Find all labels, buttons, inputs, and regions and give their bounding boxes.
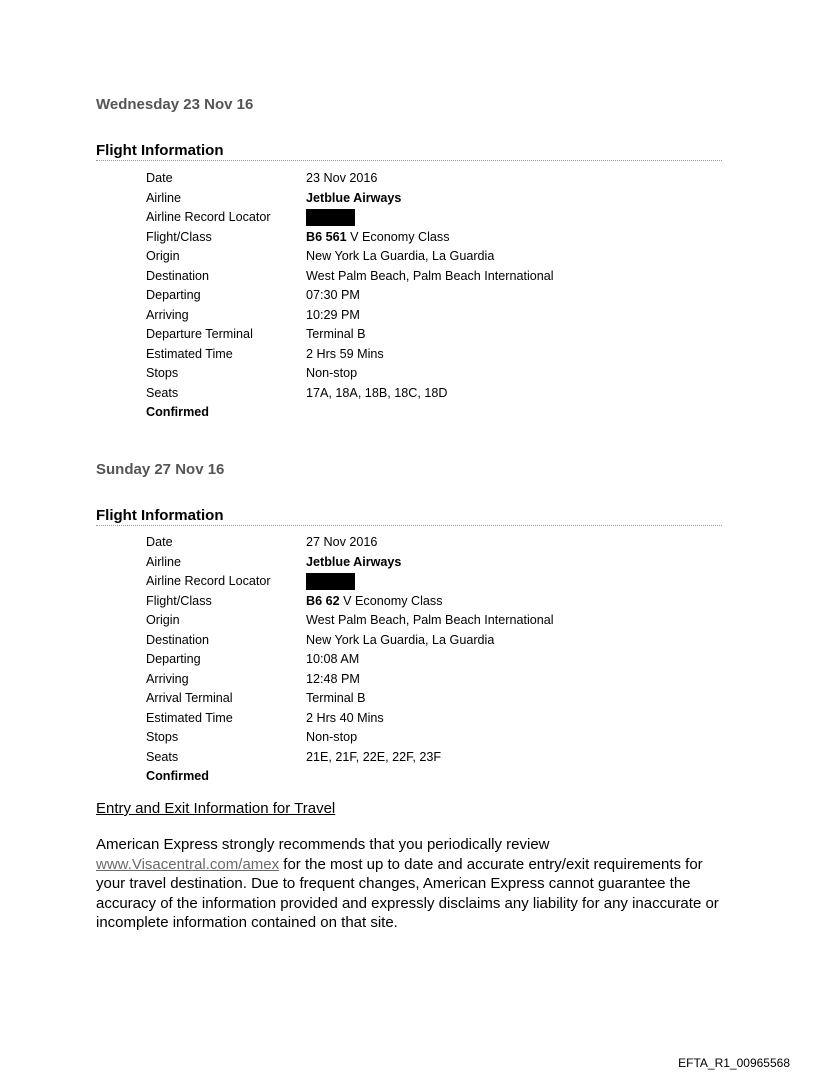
- detail-value: Non-stop: [306, 730, 358, 744]
- detail-label: Flight/Class: [146, 229, 212, 244]
- detail-value: 2 Hrs 59 Mins: [306, 346, 384, 361]
- detail-row-arriving: [146, 670, 706, 690]
- detail-label: Seats: [146, 749, 179, 764]
- day-header: Sunday 27 Nov 16: [96, 461, 225, 478]
- detail-label: Stops: [146, 366, 179, 380]
- detail-label: Origin: [146, 613, 180, 627]
- airline-name: Jetblue Airways: [306, 554, 402, 569]
- day-header: Wednesday 23 Nov 16: [96, 96, 254, 113]
- section-divider: [96, 525, 722, 526]
- detail-label: Estimated Time: [146, 346, 233, 361]
- section-divider: [96, 160, 722, 161]
- detail-label: Destination: [146, 268, 210, 283]
- detail-value: West Palm Beach, Palm Beach International: [306, 268, 554, 283]
- visacentral-link[interactable]: www.Visacentral.com/amex: [96, 855, 280, 873]
- detail-value: 10:29 PM: [306, 307, 360, 322]
- detail-row-departing: [146, 286, 706, 306]
- detail-row-record-locator: [146, 208, 706, 228]
- detail-value: 23 Nov 2016: [306, 171, 378, 185]
- detail-value: Non-stop: [306, 366, 358, 380]
- detail-label: Estimated Time: [146, 710, 233, 725]
- booking-status: Confirmed: [146, 405, 209, 419]
- detail-label: Origin: [146, 249, 180, 263]
- detail-label: Date: [146, 171, 173, 185]
- detail-value: New York La Guardia, La Guardia: [306, 249, 495, 263]
- detail-value: 21E, 21F, 22E, 22F, 23F: [306, 749, 442, 764]
- redaction-block: [306, 573, 355, 590]
- detail-label: Departing: [146, 652, 201, 666]
- detail-value: West Palm Beach, Palm Beach International: [306, 613, 554, 627]
- detail-row-airline: [146, 553, 706, 573]
- airline-name: Jetblue Airways: [306, 190, 402, 205]
- detail-value: 07:30 PM: [306, 288, 360, 302]
- flight-details: [146, 169, 706, 423]
- flight-details: [146, 533, 706, 787]
- detail-value: Terminal B: [306, 691, 366, 705]
- detail-label: Flight/Class: [146, 593, 212, 608]
- detail-row-destination: [146, 267, 706, 287]
- flight-class: V Economy Class: [346, 229, 450, 244]
- entry-exit-heading: Entry and Exit Information for Travel: [96, 800, 336, 817]
- section-title: Flight Information: [96, 142, 224, 159]
- status-row: [146, 403, 706, 423]
- paragraph-text: American Express strongly recommends that you periodically review: [96, 836, 550, 853]
- detail-label: Airline Record Locator: [146, 574, 271, 588]
- detail-row-flight-class: [146, 228, 706, 248]
- detail-row-destination: [146, 631, 706, 651]
- status-row: [146, 767, 706, 787]
- detail-value: Terminal B: [306, 327, 366, 341]
- detail-label: Arriving: [146, 671, 189, 686]
- detail-label: Airline: [146, 190, 181, 205]
- detail-row-stops: [146, 364, 706, 384]
- document-id: EFTA_R1_00965568: [678, 1056, 790, 1070]
- detail-row-origin: [146, 611, 706, 631]
- detail-label: Arriving: [146, 307, 189, 322]
- detail-row-stops: [146, 728, 706, 748]
- detail-label: Departing: [146, 288, 201, 302]
- redaction-block: [306, 209, 355, 226]
- detail-row-record-locator: [146, 572, 706, 592]
- detail-row-arriving: [146, 306, 706, 326]
- detail-label: Arrival Terminal: [146, 691, 233, 705]
- detail-row-terminal: [146, 689, 706, 709]
- detail-label: Stops: [146, 730, 179, 744]
- detail-value: 12:48 PM: [306, 671, 360, 686]
- detail-value: New York La Guardia, La Guardia: [306, 632, 495, 647]
- detail-row-flight-class: [146, 592, 706, 612]
- detail-label: Departure Terminal: [146, 327, 253, 341]
- detail-label: Destination: [146, 632, 210, 647]
- detail-value: 2 Hrs 40 Mins: [306, 710, 384, 725]
- detail-row-estimated-time: [146, 345, 706, 365]
- flight-class: V Economy Class: [339, 593, 443, 608]
- detail-row-date: [146, 169, 706, 189]
- flight-number: B6 62: [306, 593, 340, 608]
- detail-row-estimated-time: [146, 709, 706, 729]
- paragraph-text: for the most up to date and accurate entry/exit requirements for your travel destination. Due to frequent changes, American Express cannot guarantee the accuracy of the information provided and expressly disclaims any liability for any inaccurate or incomplete information contained on that site.: [96, 855, 719, 931]
- detail-row-seats: [146, 384, 706, 404]
- entry-exit-paragraph: [96, 835, 736, 933]
- detail-label: Seats: [146, 385, 179, 400]
- booking-status: Confirmed: [146, 769, 209, 783]
- detail-label: Airline Record Locator: [146, 210, 271, 224]
- detail-value: 27 Nov 2016: [306, 535, 378, 549]
- detail-value: 10:08 AM: [306, 652, 360, 666]
- detail-value: 17A, 18A, 18B, 18C, 18D: [306, 385, 448, 400]
- detail-row-terminal: [146, 325, 706, 345]
- detail-row-departing: [146, 650, 706, 670]
- flight-number: B6 561: [306, 229, 347, 244]
- detail-row-seats: [146, 748, 706, 768]
- detail-row-origin: [146, 247, 706, 267]
- detail-label: Date: [146, 535, 173, 549]
- detail-row-airline: [146, 189, 706, 209]
- detail-row-date: [146, 533, 706, 553]
- section-title: Flight Information: [96, 507, 224, 524]
- detail-label: Airline: [146, 554, 181, 569]
